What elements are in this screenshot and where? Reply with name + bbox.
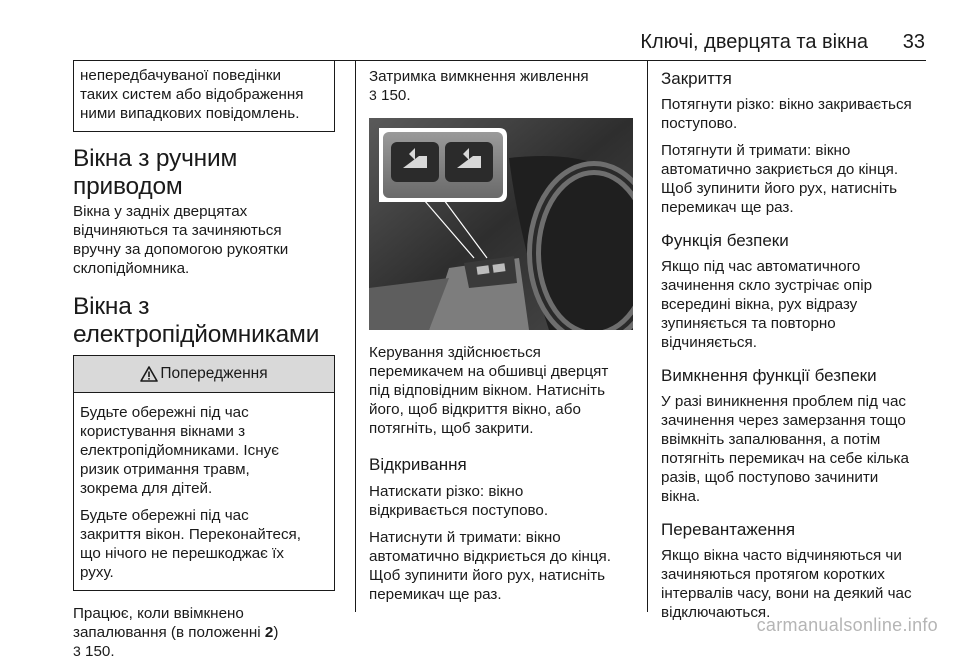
text-line: Щоб зупинити його рух, натисніть: [661, 180, 898, 197]
text-line: Працює, коли ввімкнено: [73, 605, 244, 622]
text-line: Якщо під час автоматичного: [661, 258, 861, 275]
text-line: Щоб зупинити його рух, натисніть: [369, 567, 606, 584]
text-line: його, щоб відкриття вікно, або: [369, 401, 581, 418]
text-line: Натиснути й тримати: вікно: [369, 529, 561, 546]
warning-title: Попередження: [160, 365, 268, 382]
column-divider-2: [647, 60, 648, 612]
text-line: відключаються.: [661, 604, 771, 621]
text-line: вручну за допомогою рукоятки: [73, 241, 289, 258]
text-line: вікна.: [661, 488, 701, 505]
column-3: [661, 60, 927, 621]
text-line: зачинення скло зустрічає опір: [661, 277, 873, 294]
page-reference[interactable]: [73, 642, 343, 661]
safety-heading: Функція безпеки: [661, 231, 789, 250]
watermark: carmanualsonline.info: [756, 615, 938, 635]
text-line: Потягнути різко: вікно закривається: [661, 96, 912, 113]
closing-text-2: [661, 141, 927, 217]
electric-windows-heading: [73, 293, 343, 349]
text-line: У разі виникнення проблем під час: [661, 393, 907, 410]
closing-heading: Закриття: [661, 69, 732, 88]
text-line: Керування здійснюється: [369, 344, 541, 361]
warning-box: [73, 355, 335, 591]
text-fragment: ): [273, 624, 279, 641]
text-fragment: запалювання (в положенні: [73, 624, 265, 641]
manual-windows-heading: Вікна з ручним приводом: [73, 145, 238, 200]
heading-line: електропідйомниками: [73, 321, 320, 348]
overload-heading: Перевантаження: [661, 520, 796, 539]
text-line: потягніть, щоб закрити.: [369, 420, 534, 437]
page-reference[interactable]: [369, 86, 633, 105]
opening-text-2: [369, 528, 633, 604]
text-line: відчиняються та зачиняються: [73, 222, 282, 239]
safety-override-heading: Вимкнення функції безпеки: [661, 366, 877, 385]
column-2: [369, 60, 633, 612]
text-line: всередині вікна, рух відразу: [661, 296, 858, 313]
text-line: електропідйомниками. Існує: [80, 442, 279, 459]
reference-page: 150.: [85, 643, 115, 660]
safety-text: [661, 257, 927, 352]
text-line: Вікна у задніх дверцятах: [73, 203, 248, 220]
text-line: відчиняється.: [661, 334, 757, 351]
opening-heading: Відкривання: [369, 455, 467, 474]
text-line: інтервалів часу, вони на деякий час: [661, 585, 912, 602]
warning-body: [74, 393, 334, 590]
text-line: потягніть перемикач на себе кілька: [661, 450, 909, 467]
text-line: зокрема для дітей.: [80, 480, 213, 497]
opening-text-1: [369, 482, 633, 520]
text-line: поступово.: [661, 115, 738, 132]
heading-line: Вікна з: [73, 293, 150, 320]
text-line: зачинення через замерзання тощо: [661, 412, 906, 429]
overload-text: [661, 546, 927, 622]
note-line: непередбачуваної поведінки: [80, 67, 281, 84]
note-line: таких систем або відображення: [80, 86, 304, 103]
text-line: автоматично відкриється до кінця.: [369, 548, 611, 565]
text-line: Натискати різко: вікно: [369, 483, 524, 500]
page-title: Ключі, дверцята та вікна: [640, 31, 868, 53]
text-line: Потягнути й тримати: вікно: [661, 142, 851, 159]
text-line: ввімкніть запалювання, а потім: [661, 431, 881, 448]
column-1: [73, 60, 343, 660]
text-line: разів, щоб поступово зачинити: [661, 469, 879, 486]
text-line: закриття вікон. Переконайтеся,: [80, 526, 301, 543]
text-line: Будьте обережні під час: [80, 404, 249, 421]
text-line: перемикач ще раз.: [369, 586, 502, 603]
column-divider-1: [355, 60, 356, 612]
text-line: Затримка вимкнення живлення: [369, 68, 589, 85]
note-line: ними випадкових повідомлень.: [80, 105, 300, 122]
warning-triangle-icon: [140, 366, 158, 382]
text-line: перемикачем на обшивці дверцят: [369, 363, 609, 380]
manual-windows-text: [73, 202, 343, 278]
text-line: під відповідним вікном. Натисніть: [369, 382, 606, 399]
text-line: зупиняється та повторно: [661, 315, 836, 332]
closing-text-1: [661, 95, 927, 133]
text-line: Будьте обережні під час: [80, 507, 249, 524]
text-line: зачиняються протягом коротких: [661, 566, 885, 583]
text-line: відкривається поступово.: [369, 502, 549, 519]
ignition-text: [73, 604, 343, 661]
reference-page: 150.: [381, 87, 411, 104]
text-line: руху.: [80, 564, 114, 581]
text-line: склопідйомника.: [73, 260, 190, 277]
warning-header: [74, 356, 334, 393]
text-line: що нічого не перешкоджає їх: [80, 545, 284, 562]
text-line: ризик отримання травм,: [80, 461, 250, 478]
door-panel-illustration: [369, 118, 633, 330]
reference-arrow-icon: 3: [73, 643, 81, 659]
power-delay-text: [369, 67, 633, 105]
window-switch-photo: [369, 118, 633, 330]
safety-override-text: [661, 392, 927, 506]
text-line: Якщо вікна часто відчиняються чи: [661, 547, 902, 564]
text-line: перемикач ще раз.: [661, 199, 794, 216]
reference-arrow-icon: 3: [369, 87, 377, 103]
continued-note-box: [73, 60, 335, 132]
page-number: 33: [902, 31, 925, 53]
control-text: [369, 343, 633, 438]
text-line: автоматично закриється до кінця.: [661, 161, 899, 178]
ignition-position: 2: [264, 624, 274, 641]
text-line: [73, 623, 343, 642]
text-line: користування вікнами з: [80, 423, 246, 440]
